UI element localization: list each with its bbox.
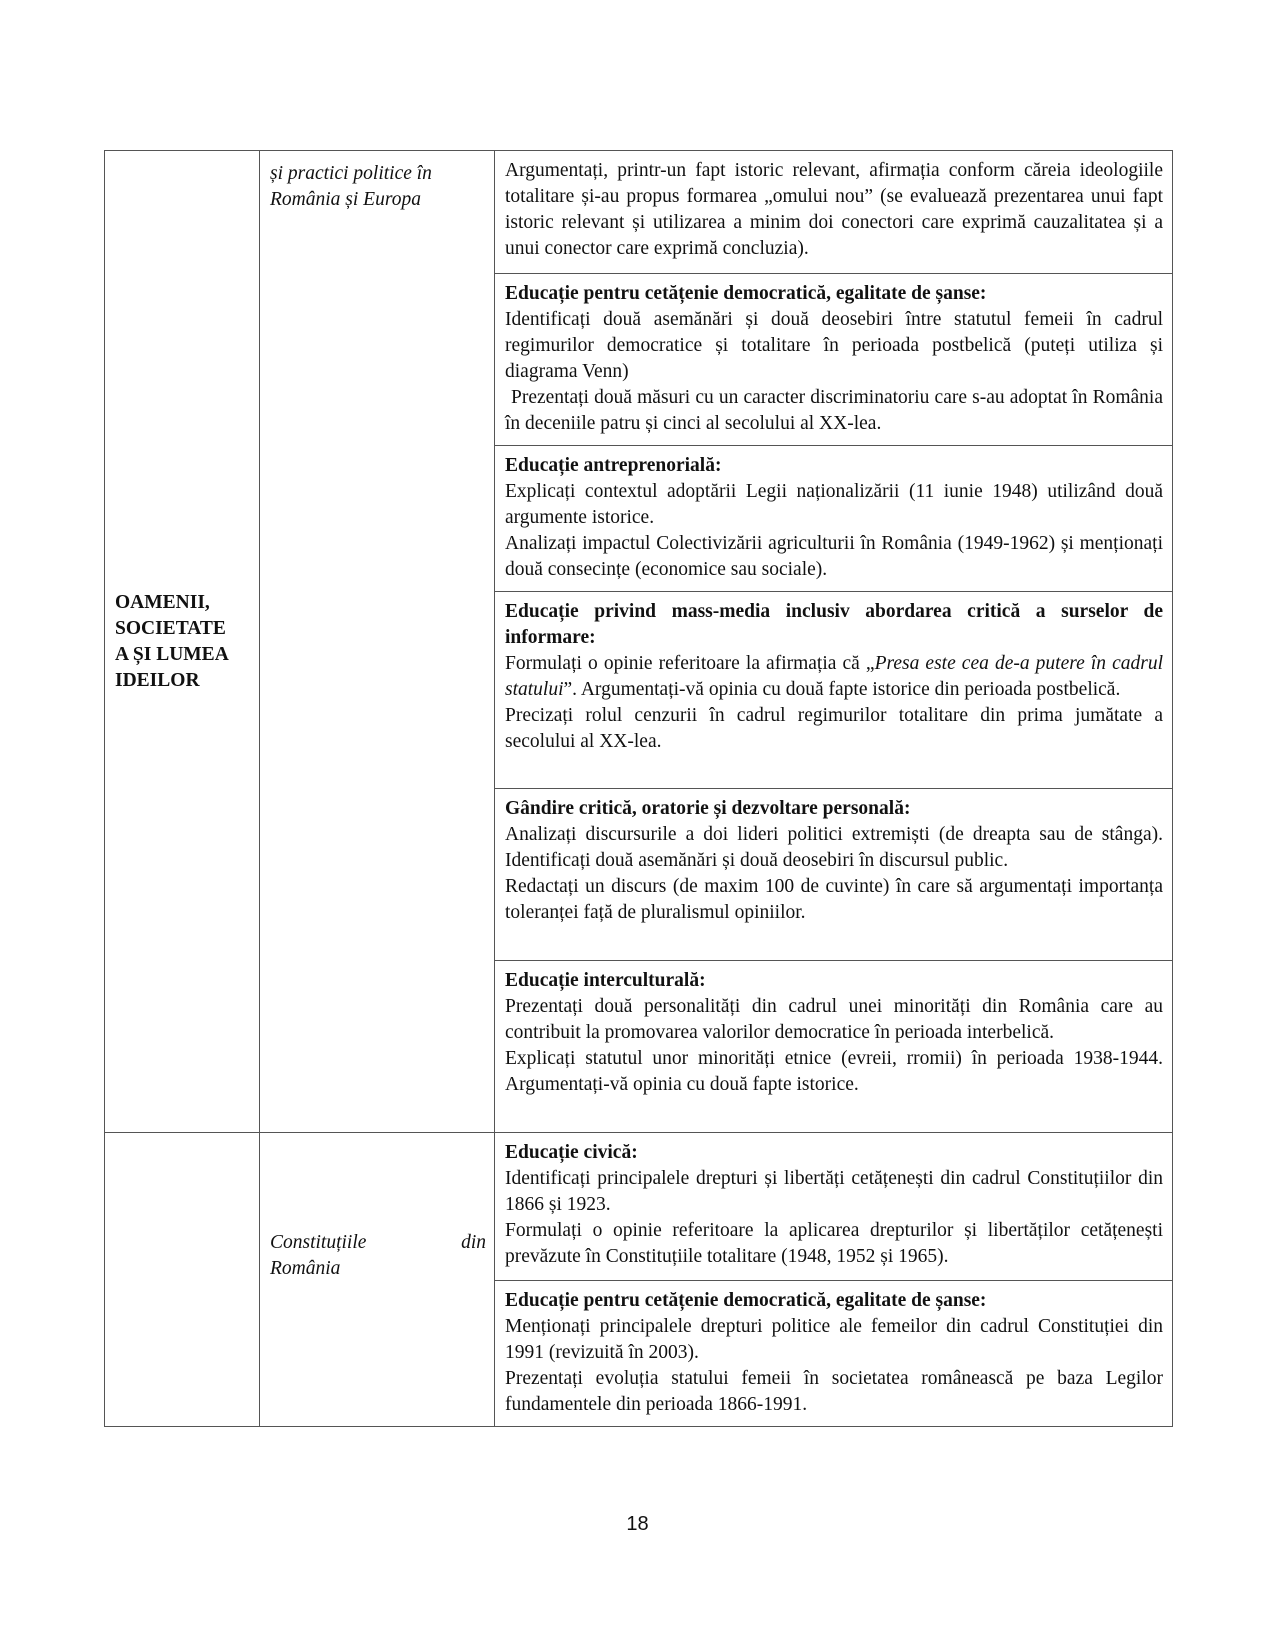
activity-cell — [495, 789, 1173, 961]
activity-text: Explicați contextul adoptării Legii naționalizării (11 iunie 1948) utilizând două argumente istorice. — [505, 481, 1163, 528]
topic-cell-constitutions — [260, 1133, 495, 1427]
activity-heading: Educație civică: — [505, 1142, 638, 1163]
activity-heading: Educație pentru cetățenie democratică, egalitate de șanse: — [505, 1290, 987, 1311]
domain-cell — [105, 151, 260, 1133]
text-fragment: Formulați o opinie referitoare la afirmația că „ — [505, 653, 875, 674]
topic-word: din — [461, 1231, 486, 1253]
activity-heading: Gândire critică, oratorie și dezvoltare personală: — [505, 798, 911, 819]
activity-text: Precizați rolul cenzurii în cadrul regimurilor totalitare din prima jumătate a secolului al XX-lea. — [505, 705, 1163, 752]
table-row — [105, 151, 1173, 274]
activity-text: Menționați principalele drepturi politice ale femeilor din cadrul Constituției din 1991 (revizuită în 2003). — [505, 1316, 1163, 1363]
activity-text: Identificați principalele drepturi și libertăți cetățenești din cadrul Constituțiilor din 1866 și 1923. — [505, 1168, 1163, 1215]
quoted-statement: Presa este cea de-a putere în cadrul statului — [505, 653, 1164, 700]
text-fragment: ”. Argumentați-vă opinia cu două fapte istorice din perioada postbelică. — [563, 679, 1121, 700]
topic-line: România — [270, 1257, 341, 1279]
topic-line: România și Europa — [270, 189, 421, 210]
page-number: 18 — [626, 1513, 649, 1535]
activity-text: Prezentați două măsuri cu un caracter discriminatoriu care s-au adoptat în România în deceniile patru și cinci al secolului al XX-lea. — [505, 387, 1163, 434]
domain-label-line: A ȘI LUMEA — [115, 643, 229, 665]
activity-cell — [495, 1133, 1173, 1281]
activity-cell — [495, 274, 1173, 446]
activity-text: Redactați un discurs (de maxim 100 de cuvinte) în care să argumentați importanța toleranței față de pluralismul opiniilor. — [505, 876, 1163, 923]
topic-line: și practici politice în — [270, 163, 432, 184]
activity-text: Prezentați două personalități din cadrul unei minorități din România care au contribuit la promovarea valorilor democratice în perioada interbelică. — [505, 996, 1163, 1043]
activity-text — [505, 651, 1163, 703]
activity-cell — [495, 151, 1173, 274]
activity-heading: Educație interculturală: — [505, 970, 706, 991]
topic-word: Constituțiile — [270, 1231, 367, 1253]
topic-line — [270, 1230, 486, 1256]
activity-text: Prezentați evoluția statului femeii în societatea românească pe baza Legilor fundamentele din perioada 1866-1991. — [505, 1368, 1163, 1415]
activity-text: Analizați impactul Colectivizării agriculturii în România (1949-1962) și menționați două consecințe (economice sau sociale). — [505, 533, 1163, 580]
activity-heading: Educație privind mass-media inclusiv abordarea critică a surselor de informare: — [505, 601, 1163, 648]
activity-text: Formulați o opinie referitoare la aplicarea drepturilor și libertăților cetățenești prevăzute în Constituțiile totalitare (1948, 1952 și 1965). — [505, 1220, 1163, 1267]
topic-cell-political-practices — [260, 151, 495, 1133]
activity-text: Explicați statutul unor minorități etnice (evreii, rromii) în perioada 1938-1944. Argumentați-vă opinia cu două fapte istorice. — [505, 1048, 1163, 1095]
activity-cell — [495, 446, 1173, 592]
activity-cell — [495, 961, 1173, 1133]
domain-label-line: SOCIETATE — [115, 617, 226, 639]
activity-text: Analizați discursurile a doi lideri politici extremiști (de dreapta sau de stânga). Identificați două asemănări și două deosebiri în discursul public. — [505, 824, 1163, 871]
activity-heading: Educație antreprenorială: — [505, 455, 722, 476]
activity-text: Argumentați, printr-un fapt istoric relevant, afirmația conform căreia ideologiile totalitare și-au propus formarea „omului nou” (se evaluează prezentarea unui fapt istoric relevant și utilizarea a minim doi conectori care exprimă cauzalitatea și a unui conector care exprimă concluzia). — [505, 160, 1163, 259]
domain-label-line: OAMENII, — [115, 591, 210, 613]
activity-heading: Educație pentru cetățenie democratică, egalitate de șanse: — [505, 283, 987, 304]
activity-cell — [495, 592, 1173, 789]
activity-cell — [495, 1281, 1173, 1427]
domain-label-line: IDEILOR — [115, 669, 200, 691]
domain-cell-continued — [105, 1133, 260, 1427]
table-row — [105, 1133, 1173, 1281]
curriculum-table — [104, 150, 1173, 1427]
activity-text: Identificați două asemănări și două deosebiri între statutul femeii în cadrul regimurilor democratice și totalitare în perioada postbelică (puteți utiliza și diagrama Venn) — [505, 309, 1163, 382]
